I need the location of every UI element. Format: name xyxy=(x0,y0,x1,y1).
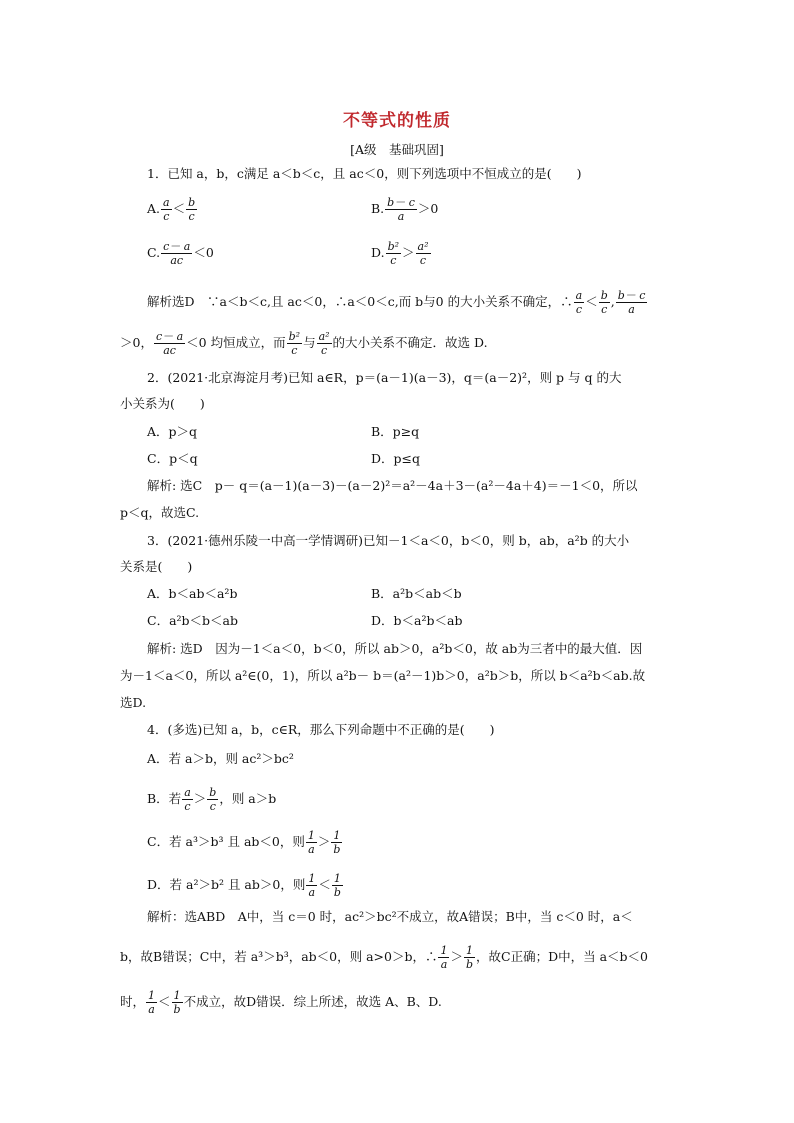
fraction: $\frac{c- a}{ac}$ xyxy=(163,240,191,267)
q4-option-d: D．若 a²＞b² 且 ab＞0，则 $\frac{1}{a}$ ＜ $\frac{1}{b}$ xyxy=(147,872,341,899)
q1-solution-line2: ＞0， $\frac{c- a}{ac}$ ＜0 均恒成立，而 $\frac{\text{b²}}{c}$ 与 $\frac{\text{a²}}{c}$ 的大小关系不确定．故选 D. xyxy=(120,330,488,357)
fraction: $\frac{1}{a}$ xyxy=(307,829,315,856)
section-heading: [A级 基础巩固] xyxy=(350,142,444,157)
q3-stem-line2: 关系是( ) xyxy=(120,559,193,574)
fraction: $\frac{b}{c}$ xyxy=(209,786,217,813)
fraction: $\frac{\text{b²}}{c}$ xyxy=(387,240,400,267)
q4-option-a: A．若 a＞b，则 ac²＞bc² xyxy=(147,751,294,766)
q2-option-a: A．p＞q xyxy=(147,424,198,439)
q4-option-b: B．若 $\frac{a}{c}$ ＞ $\frac{b}{c}$ ，则 a＞b xyxy=(147,786,277,813)
q3-option-b: B．a²b＜ab＜b xyxy=(371,586,462,601)
q1-stem: 1．已知 a，b，c满足 a＜b＜c，且 ac＜0，则下列选项中不恒成立的是( ) xyxy=(147,166,582,181)
q2-stem-line2: 小关系为( ) xyxy=(120,396,205,411)
fraction: $\frac{a}{c}$ xyxy=(163,196,170,223)
q3-option-c: C．a²b＜b＜ab xyxy=(147,613,238,628)
q2-option-b: B．p≥q xyxy=(371,424,420,439)
q2-option-c: C．p＜q xyxy=(147,451,198,466)
q4-stem: 4．(多选)已知 a，b，c∈R，那么下列命题中不正确的是( ) xyxy=(147,722,495,737)
q1-solution-line1: 解析选D ∵a＜b＜c,且 ac＜0，∴a＜0＜c,而 b与0 的大小关系不确定，∴ $\frac{a}{c}$ ＜ $\frac{b}{c}$ , $\frac{b- c}{a}$ xyxy=(147,289,646,316)
fraction: $\frac{1}{a}$ xyxy=(148,989,156,1016)
fraction: $\frac{a}{c}$ xyxy=(184,786,191,813)
q3-solution-line2: 为－1＜a＜0，所以 a²∈(0，1)，所以 a²b－ b＝(a²－1)b＞0，a²b＞b，所以 b＜a²b＜ab.故 xyxy=(120,668,646,683)
fraction: $\frac{1}{a}$ xyxy=(308,872,316,899)
fraction: $\frac{\text{a²}}{c}$ xyxy=(318,330,330,357)
q2-solution-line1: 解析: 选C p－ q＝(a－1)(a－3)－(a－2)²＝a²－4a＋3－(a²－4a＋4)＝－1＜0，所以 xyxy=(147,478,638,493)
q4-solution-line2: b，故B错误；C中，若 a³＞b³，ab＜0，则 a>0＞b，∴ $\frac{1}{a}$ ＞ $\frac{1}{b}$ ，故C正确；D中，当 a＜b＜0 xyxy=(120,944,648,971)
q2-stem-line1: 2．(2021·北京海淀月考)已知 a∈R，p＝(a－1)(a－3)，q＝(a－2)²，则 p 与 q 的大 xyxy=(147,370,622,385)
fraction: $\frac{b}{c}$ xyxy=(600,289,608,316)
q1-option-a: A. $\frac{a}{c}$ ＜ $\frac{b}{c}$ xyxy=(147,196,196,223)
q4-solution-line3: 时， $\frac{1}{a}$ ＜ $\frac{1}{b}$ 不成立，故D错误．综上所述，故选 A、B、D. xyxy=(120,989,442,1016)
fraction: $\frac{\text{b²}}{c}$ xyxy=(288,330,301,357)
q3-stem-line1: 3．(2021·德州乐陵一中高一学情调研)已知－1＜a＜0，b＜0，则 b，ab，a²b 的大小 xyxy=(147,533,630,548)
q4-solution-line1: 解析：选ABD A中，当 c＝0 时，ac²＞bc²不成立，故A错误；B中，当 c＜0 时，a＜ xyxy=(147,909,633,924)
fraction: $\frac{b- c}{a}$ xyxy=(387,196,415,223)
fraction: $\frac{\text{a²}}{c}$ xyxy=(417,240,429,267)
fraction: $\frac{b- c}{a}$ xyxy=(617,289,646,316)
page-title: 不等式的性质 xyxy=(343,111,451,131)
fraction: $\frac{1}{b}$ xyxy=(173,989,181,1016)
fraction: $\frac{c- a}{ac}$ xyxy=(155,330,184,357)
fraction: $\frac{1}{b}$ xyxy=(333,829,341,856)
q3-option-a: A．b＜ab＜a²b xyxy=(147,586,238,601)
q2-option-d: D．p≤q xyxy=(371,451,420,466)
q3-solution-line1: 解析: 选D 因为－1＜a＜0，b＜0，所以 ab＞0，a²b＜0，故 ab为三者中的最大值．因 xyxy=(147,641,643,656)
q4-option-c: C．若 a³＞b³ 且 ab＜0，则 $\frac{1}{a}$ ＞ $\frac{1}{b}$ xyxy=(147,829,341,856)
q1-option-d: D. $\frac{\text{b²}}{c}$ ＞ $\frac{\text{a²}}{c}$ xyxy=(371,240,429,267)
q2-solution-line2: p＜q，故选C. xyxy=(120,505,200,520)
fraction: $\frac{a}{c}$ xyxy=(575,289,583,316)
fraction: $\frac{1}{b}$ xyxy=(465,944,474,971)
fraction: $\frac{b}{c}$ xyxy=(188,196,196,223)
q3-solution-line3: 选D. xyxy=(120,695,147,710)
fraction: $\frac{1}{a}$ xyxy=(440,944,448,971)
q1-option-b: B. $\frac{b- c}{a}$ ＞0 xyxy=(371,196,439,223)
q1-option-c: C. $\frac{c- a}{ac}$ ＜0 xyxy=(147,240,214,267)
fraction: $\frac{1}{b}$ xyxy=(333,872,341,899)
q3-option-d: D．b＜a²b＜ab xyxy=(371,613,463,628)
